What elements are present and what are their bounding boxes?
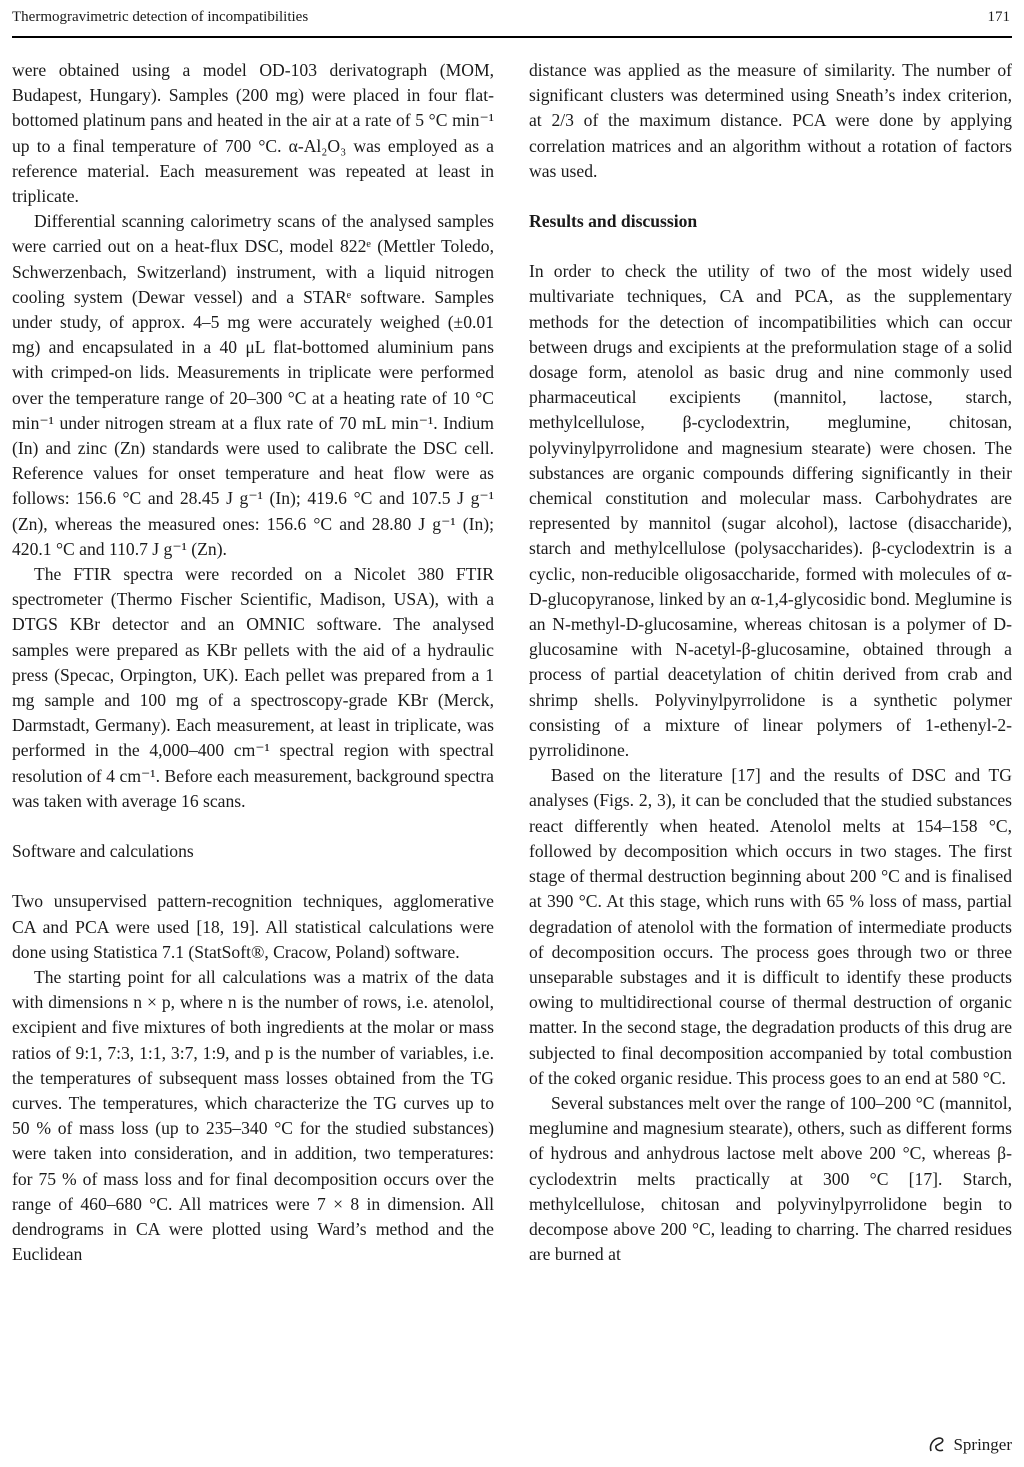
right-column	[529, 58, 1012, 1267]
paragraph-ftir: The FTIR spectra were recorded on a Nicolet 380 FTIR spectrometer (Thermo Fischer Scientific, Madison, USA), with a DTGS KBr detector and an OMNIC software. The analysed samples were prepared as KBr pellets with the aid of a hydraulic press (Specac, Orpington, UK). Each pellet was prepared from a 1 mg sample and 100 mg of a spectroscopy-grade KBr (Merck, Darmstadt, Germany). Each measurement, at least in triplicate, was performed in the 4,000–400 cm⁻¹ spectral region with spectral resolution of 4 cm⁻¹. Before each measurement, background spectra was taken with average 16 scans.	[12, 564, 494, 811]
section-heading-results: Results and discussion	[529, 211, 698, 232]
publisher-footer	[927, 1435, 1012, 1455]
springer-logo-icon	[927, 1435, 947, 1455]
paragraph-literature: Based on the literature [17] and the results of DSC and TG analyses (Figs. 2, 3), it can be concluded that the studied substances react differently when heated. Atenolol melts at 154–158 °C, followed by decomposition which occurs in two stages. The first stage of thermal destruction beginning about 200 °C and is finalised at 390 °C. At this stage, which runs with 65 % loss of mass, partial degradation of atenolol with the formation of intermediate products of decomposition occurs. The process goes through two or three unseparable substages and it is difficult to identify these products owing to multidirectional course of thermal destruction of organic matter. In the second stage, the degradation products of this drug are subjected to final decomposition accompanied by total combustion of the coked organic residue. This process goes to an end at 580 °C.	[529, 765, 1012, 1088]
section-heading-software: Software and calculations	[12, 841, 194, 862]
running-title: Thermogravimetric detection of incompatibilities	[12, 9, 309, 25]
page-number: 171	[987, 9, 1010, 25]
paragraph-utility: In order to check the utility of two of the most widely used multivariate techniques, CA and PCA, as the supplementary methods for the detection of incompatibilities which can occur between drugs and excipients at the preformulation stage of a solid dosage form, atenolol as basic drug and nine commonly used pharmaceutical excipients (mannitol, lactose, starch, methylcellulose, β-cyclodextrin, meglumine, chitosan, polyvinylpyrrolidone and magnesium stearate) were chosen. The substances are organic compounds differing significantly in their chemical constitution and molecular mass. Carbohydrates are represented by mannitol (sugar alcohol), lactose (disaccharide), starch and methylcellulose (polysaccharides). β-cyclodextrin is a cyclic, non-reducible oligosaccharide, formed with molecules of α-D-glucopyranose, linked by an α-1,4-glycosidic bond. Meglumine is an N-methyl-D-glucosamine, whereas chitosan is a polymer of D-glucosamine with N-acetyl-β-glucosamine, obtained through a process of partial deacetylation of chitin derived from crab and shrimp shells. Polyvinylpyrrolidone is a synthetic polymer consisting of a mixture of linear polymers of 1-ethenyl-2-pyrrolidinone.	[529, 261, 1012, 761]
paragraph-melting: Several substances melt over the range of 100–200 °C (mannitol, meglumine and magnesium stearate), others, such as different forms of hydrous and anhydrous lactose melt above 200 °C, whereas β-cyclodextrin melts practically at 300 °C [17]. Starch, methylcellulose, chitosan and polyvinylpyrrolidone begin to decompose above 200 °C, leading to charring. The charred residues are burned at	[529, 1092, 1012, 1265]
paragraph-derivatograph: were obtained using a model OD-103 derivatograph (MOM, Budapest, Hungary). Samples (200 mg) were placed in four flat-bottomed platinum pans and heated in the air at a rate of 5 °C min⁻¹ up to a final temperature of 700 °C. α-Al₂O₃ was employed as a reference material. Each measurement was repeated at least in triplicate.	[12, 60, 494, 207]
publisher-name: Springer	[953, 1435, 1012, 1454]
left-column	[12, 58, 494, 1267]
paragraph-distance: distance was applied as the measure of similarity. The number of significant clusters was determined using Sneath’s index criterion, at 2/3 of the maximum distance. PCA were done by applying correlation matrices and an algorithm without a rotation of factors was used.	[529, 60, 1012, 181]
paragraph-techniques: Two unsupervised pattern-recognition techniques, agglomerative CA and PCA were used [18, 19]. All statistical calculations were done using Statistica 7.1 (StatSoft®, Cracow, Poland) software.	[12, 891, 494, 962]
paragraph-matrix: The starting point for all calculations was a matrix of the data with dimensions n × p, where n is the number of rows, i.e. atenolol, excipient and five mixtures of both ingredients at the molar or mass ratios of 9:1, 7:3, 1:1, 3:7, 1:9, and p is the number of variables, i.e. the temperatures of subsequent mass losses obtained from the TG curves. The temperatures, which characterize the TG curves up to 50 % of mass loss (up to 235–340 °C for the studied substances) were taken into consideration, and in addition, two temperatures: for 75 % of mass loss and for final decomposition occurs over the range of 460–680 °C. All matrices were 7 × 8 in dimension. All dendrograms in CA were plotted using Ward’s method and the Euclidean	[12, 966, 494, 1265]
running-header	[12, 6, 1012, 38]
paragraph-dsc: Differential scanning calorimetry scans of the analysed samples were carried out on a heat-flux DSC, model 822ᵉ (Mettler Toledo, Schwerzenbach, Switzerland) instrument, with a liquid nitrogen cooling system (Dewar vessel) and a STARᵉ software. Samples under study, of approx. 4–5 mg were accurately weighed (±0.01 mg) and encapsulated in a 40 μL flat-bottomed aluminium pans with crimped-on lids. Measurements in triplicate were performed over the temperature range of 20–300 °C at a heating rate of 10 °C min⁻¹ under nitrogen stream at a flux rate of 70 mL min⁻¹. Indium (In) and zinc (Zn) standards were used to calibrate the DSC cell. Reference values for onset temperature and heat flow were as follows: 156.6 °C and 28.45 J g⁻¹ (In); 419.6 °C and 107.5 J g⁻¹ (Zn), whereas the measured ones: 156.6 °C and 28.80 J g⁻¹ (In); 420.1 °C and 110.7 J g⁻¹ (Zn).	[12, 211, 494, 559]
